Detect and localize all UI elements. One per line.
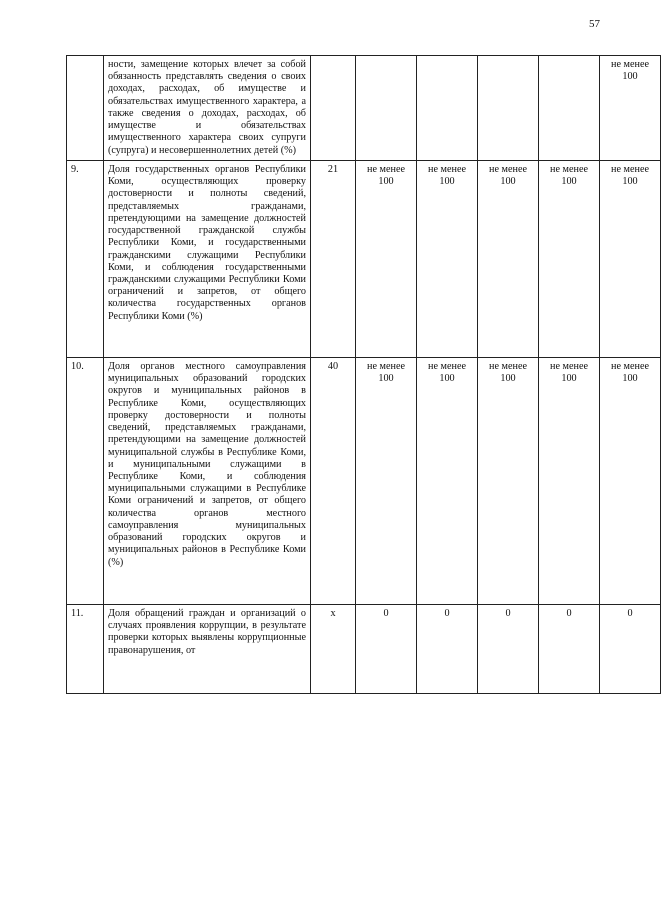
table-row — [67, 604, 661, 693]
year-value — [417, 56, 478, 161]
base-value: 40 — [311, 357, 356, 604]
year-value: не менее 100 — [600, 160, 661, 357]
table-row — [67, 357, 661, 604]
year-value: 0 — [478, 604, 539, 693]
row-number: 9. — [67, 160, 104, 357]
row-number: 11. — [67, 604, 104, 693]
indicator-text: Доля обращений граждан и организаций о случаях проявления коррупции, в результате проверки которых выявлены коррупционные правонарушения, от — [104, 604, 311, 693]
indicator-text: Доля государственных органов Республики Коми, осуществляющих проверку достоверности и полноты сведений, представляемых гражданами, претендующими на замещение должностей государственной гражданской службы Республики Коми, и государственными гражданскими служащими Республики Коми, и соблюдения государственными гражданскими служащими Республики Коми ограничений и запретов, от общего количества государственных органов Республики Коми (%) — [104, 160, 311, 357]
year-value — [478, 56, 539, 161]
indicators-table — [66, 55, 661, 694]
row-number: 10. — [67, 357, 104, 604]
indicator-text: Доля органов местного самоуправления муниципальных образований городских округов и муниципальных районов в Республике Коми, осуществляющих проверку достоверности и полноты сведений, представляемых гражданами, претендующими на замещение должностей муниципальной службы в Республике Коми, и муниципальными служащими в Республике Коми, и соблюдения муниципальными служащими в Республике Коми ограничений и запретов, от общего количества органов местного самоуправления муниципальных образований городских округов и муниципальных районов в Республике Коми (%) — [104, 357, 311, 604]
year-value: 0 — [417, 604, 478, 693]
year-value: 0 — [356, 604, 417, 693]
page-number: 57 — [589, 18, 600, 30]
base-value: 21 — [311, 160, 356, 357]
indicator-text: ности, замещение которых влечет за собой обязанность представлять сведения о своих доходах, расходах, об имуществе и обязательствах имущественного характера, а также сведения о доходах, расходах, об имуществе и обязательствах имущественного характера своих супруги (супруга) и несовершеннолетних детей (%) — [104, 56, 311, 161]
base-value: x — [311, 604, 356, 693]
year-value: не менее 100 — [539, 160, 600, 357]
year-value — [539, 56, 600, 161]
year-value: не менее 100 — [539, 357, 600, 604]
row-number — [67, 56, 104, 161]
year-value: 0 — [539, 604, 600, 693]
year-value: не менее 100 — [356, 160, 417, 357]
year-value: не менее 100 — [478, 160, 539, 357]
year-value — [356, 56, 417, 161]
year-value: не менее 100 — [417, 357, 478, 604]
year-value: не менее 100 — [356, 357, 417, 604]
table-row — [67, 56, 661, 161]
year-value: не менее 100 — [600, 357, 661, 604]
year-value: не менее 100 — [600, 56, 661, 161]
year-value: не менее 100 — [478, 357, 539, 604]
base-value — [311, 56, 356, 161]
year-value: не менее 100 — [417, 160, 478, 357]
year-value: 0 — [600, 604, 661, 693]
table-row — [67, 160, 661, 357]
